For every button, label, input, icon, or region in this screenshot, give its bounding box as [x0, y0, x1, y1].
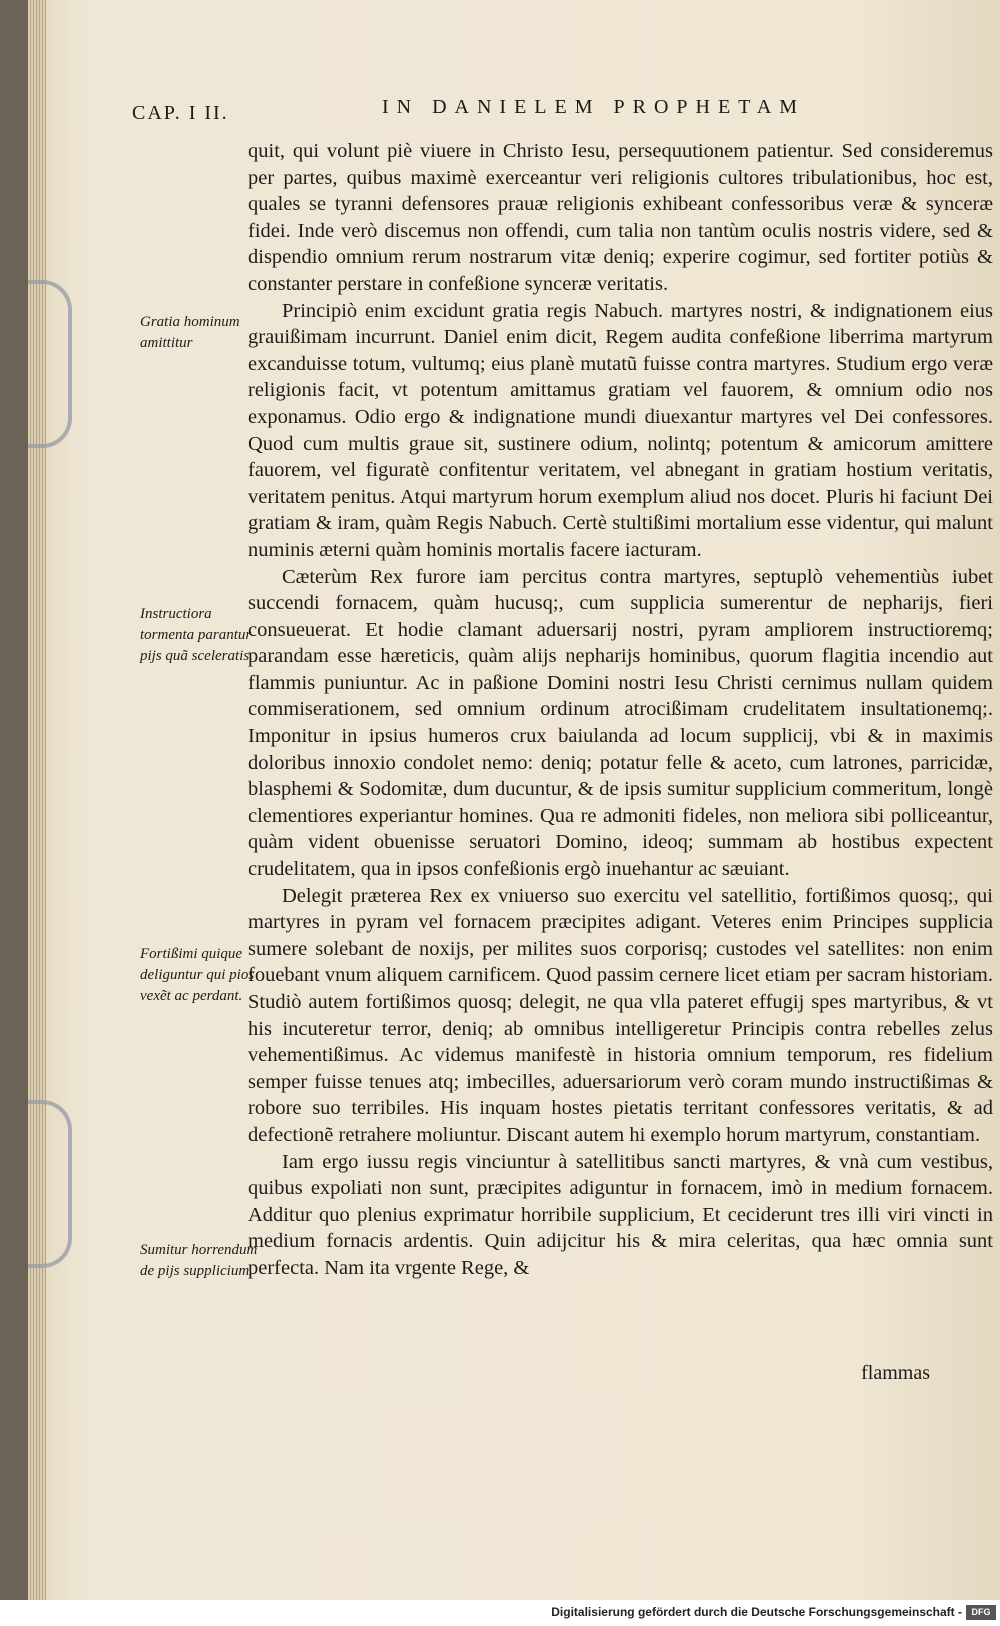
dfg-logo: DFG — [966, 1605, 996, 1620]
body-text — [248, 138, 993, 1282]
running-title: IN DANIELEM PROPHETAM — [382, 96, 806, 118]
catchword: flammas — [861, 1362, 930, 1384]
chapter-label: CAP. I II. — [132, 102, 229, 124]
paragraph: Delegit præterea Rex ex vniuerso suo exercitu vel satellitio, fortißimos quosq;, qui martyres in pyram vel fornacem præcipites adigant. Veteres enim Principes supplicia sumere solebant de noxijs, per milites suos corporisq; custodes vel satellites: non enim fouebant vnum aliquem carnificem. Quod passim cernere licet etiam per sacram historiam. Studiò autem fortißimos quosq; delegit, ne qua vlla pateret effugij spes martyribus, & vt his incuteretur terror, deniq; ab omnibus intelligeretur Principis contra rebelles zelus vehementißimus. Ac videmus manifestè in historia omnium temporum, res fidelium semper fuisse tenues atq; imbecilles, aduersariorum verò coram mundo instructißimas & robore suo terribiles. His inquam hostes pietatis territant confessores veritatis, & ad defectionẽ retrahere moliuntur. Discant autem hi exemplo horum martyrum, constantiam. — [248, 884, 993, 1146]
margin-note: Gratia hominum amittitur — [140, 314, 240, 351]
paragraph: Cæterùm Rex furore iam percitus contra martyres, septuplò vehementiùs iubet succendi fornacem, quàm hucusq;, cum supplicia sumerentur de nepharijs, fieri consueuerat. Et hodie clamant aduersarij nostri, pyram ampliorem instructioremq; parandam esse hæreticis, quàm alijs nepharijs hominibus, quorum flagitia incendio aut flammis puniuntur. Ac in paßione Domini nostri Iesu Christi cernimus nullam quidem commiserationem, sed omnium ordinum atrocißimam crudelitatem insultationemq;. Imponitur in ipsius humeros crux baiulanda ad locum supplicij, vbi & in maximis doloribus innoxio condolet nemo: deniq; potatur felle & aceto, cum latrones, parricidæ, blasphemi & Sodomitæ, dum ducuntur, & de ipsis sumitur supplicium commeritum, longè clementiores experiantur homines. Qua re admoniti fideles, non meliora sibi polliceantur, quàm vident obuenisse seruatori Domino, ideoq; summam ab hostibus expectent crudelitatem, qua in ipsos confeßionis ergò inuehantur ac sæuiant. — [248, 565, 993, 881]
page-edge — [28, 0, 46, 1600]
paragraph: Principiò enim excidunt gratia regis Nabuch. martyres nostri, & indignationem eius grauißimam incurrunt. Daniel enim dicit, Regem audita confeßione liberrima martyrum excanduisse totum, vultumq; eius planè mutatũ fuisse contra martyres. Studium ergo veræ religionis facit, vt potentum amittamus gratiam vel fauorem, & omnium odio nos exponamus. Odio ergo & indignatione mundi diuexantur martyres vel Dei confessores. Quod cum multis graue sit, sustinere odium, nolintq; potentum & amicorum amittere fauorem, vel figuratè confitentur veritatem, vel abnegant in gratiam hostium veritatis, veritatem penitus. Atqui martyrum horum exemplum aliud nos docet. Pluris hi faciunt Dei gratiam & iram, quàm Regis Nabuch. Certè stultißimi mortalium esse videntur, qui malunt numinis æterni quàm hominis mortalis facere iacturam. — [248, 299, 993, 561]
paragraph: quit, qui volunt piè viuere in Christo Iesu, persequutionem patientur. Sed consideremus per partes, quibus maximè exerceantur veri religionis cultores tribulationibus, hoc est, quales se tyranni defensores prauæ religionis exhibeant confessoribus veræ & synceræ fidei. Inde verò discemus non offendi, cum talia non tantùm oculis nostris videre, sed & dispendio omnium rerum nostrarum vitæ deniq; experire cogimur, sed fortiter potiùs & constanter perstare in confeßione synceræ veritatis. — [248, 140, 993, 295]
margin-note: Sumitur horrendum de pijs supplicium. — [140, 1242, 258, 1279]
page-header — [132, 96, 952, 126]
margin-note: Instructiora tormenta parantur pijs quã sceleratis. — [140, 606, 253, 664]
paper-clip — [28, 280, 72, 448]
paper-clip — [28, 1100, 72, 1268]
book-page — [28, 0, 1000, 1600]
funding-credit: Digitalisierung gefördert durch die Deutsche Forschungsgemeinschaft - — [551, 1605, 962, 1619]
footer-bar — [0, 1600, 1000, 1626]
margin-note: Fortißimi quique deliguntur qui pios vexẽt ac perdant. — [140, 946, 255, 1004]
paragraph: Iam ergo iussu regis vinciuntur à satellitibus sancti martyres, & vnà cum vestibus, quibus expoliati non sunt, præcipites adiguntur in fornacem, imò in medium fornacem. Additur quo plenius exprimatur horribile supplicium, Et ceciderunt tres illi viri vincti in medium fornacis ardentis. Quin adijcitur his & mira celeritas, qua hæc omnia sunt perfecta. Nam ita vrgente Rege, & — [248, 1150, 993, 1279]
